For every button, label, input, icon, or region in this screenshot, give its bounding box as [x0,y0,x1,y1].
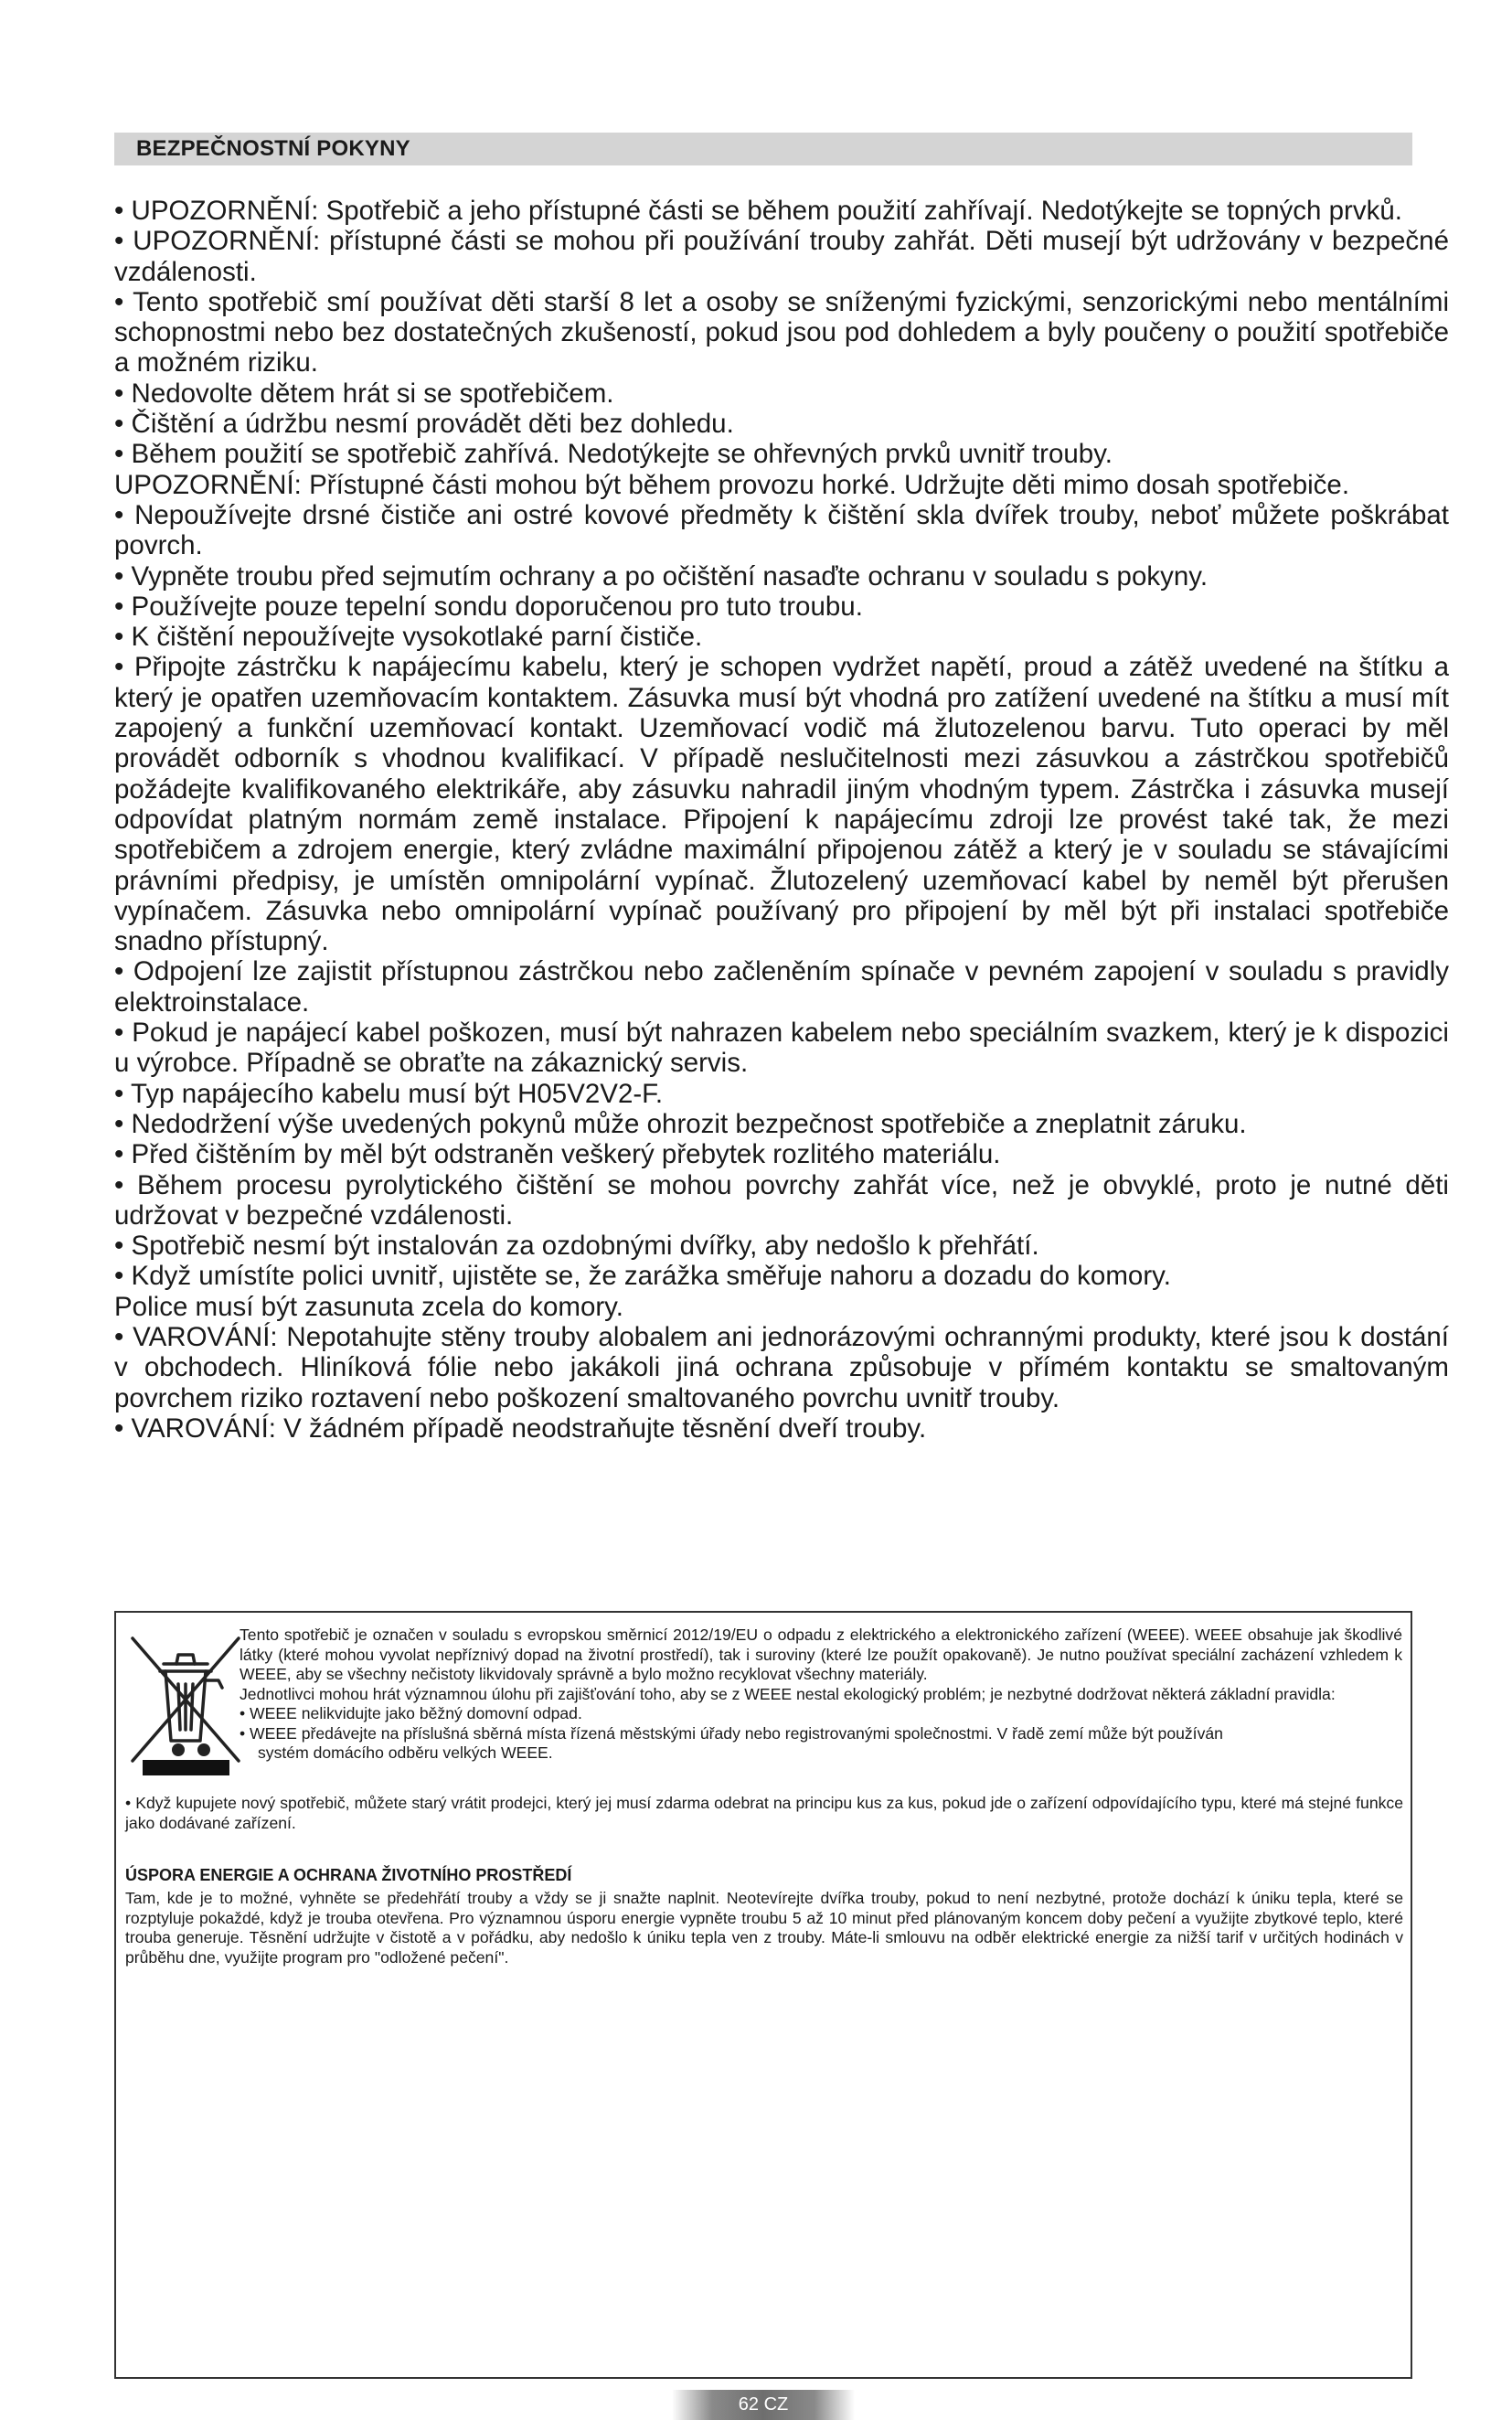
paragraph-8: • Nepoužívejte drsné čističe ani ostré kovové předměty k čištění skla dvířek trouby, neboť můžete poškrábat povrch. [114,499,1449,561]
paragraph-23: • VAROVÁNÍ: V žádném případě neodstraňujte těsnění dveří trouby. [114,1413,927,1444]
paragraph-12: • Připojte zástrčku k napájecímu kabelu, který je schopen vydržet napětí, proud a zátěž uvedené na štítku a který je opatřen uzemňovacím kontaktem. Zásuvka musí být vhodná pro zatížení uvedené na štítku a musí mít zapojený a funkční uzemňovací kontakt. Uzemňovací vodič má žlutozelenou barvu. Tuto operaci by měl provádět odborník s vhodnou kvalifikací. V případě neslučitelnosti mezi zásuvkou a zástrčkou spotřebičů požádejte kvalifikovaného elektrikáře, aby zásuvku nahradil jiným vhodným typem. Zástrčka i zásuvka musejí odpovídat platným normám země instalace. Připojení k napájecímu zdroji lze provést také tak, že mezi spotřebičem a zdrojem energie, který zvládne maximální připojenou zátěž a který je v souladu se stávajícími právními předpisy, je umístěn omnipolární vypínač. Žlutozelený uzemňovací kabel by neměl být přerušen vypínačem. Zásuvka nebo omnipolární vypínač používaný pro připojení by měl být při instalaci spotřebiče snadno přístupný. [114,652,1449,957]
paragraph-16: • Nedodržení výše uvedených pokynů může ohrozit bezpečnost spotřebiče a zneplatnit záruku. [114,1108,1247,1139]
paragraph-22: • VAROVÁNÍ: Nepotahujte stěny trouby alobalem ani jednorázovými ochrannými produkty, které jsou k dostání v obchodech. Hliníková fólie nebo jakákoli jiná ochrana způsobuje v přímém kontaktu se smaltovaným povrchem riziko roztavení nebo poškození smaltovaného povrchu uvnitř trouby. [114,1321,1449,1413]
weee-rules: Jednotlivci mohou hrát významnou úlohu při zajišťování toho, aby se z WEEE nestal ekologický problém; je nezbytné dodržovat některá základní pravidla: [240,1684,1336,1703]
paragraph-13: • Odpojení lze zajistit přístupnou zástrčkou nebo začleněním spínače v pevném zapojení v souladu s pravidly elektroinstalace. [114,956,1449,1018]
paragraph-3: • Tento spotřebič smí používat děti starší 8 let a osoby se sníženými fyzickými, senzorickými nebo mentálními schopnostmi nebo bez dostatečných zkušeností, pokud jsou pod dohledem a byly poučeny o použití spotřebiče a možném riziku. [114,286,1449,378]
crossed-out-bin-icon [127,1633,244,1768]
paragraph-18: • Během procesu pyrolytického čištění se mohou povrchy zahřát více, než je obvyklé, proto je nutné děti udržovat v bezpečné vzdálenosti. [114,1169,1449,1231]
paragraph-14: • Pokud je napájecí kabel poškozen, musí být nahrazen kabelem nebo speciálním svazkem, který je k dispozici u výrobce. Případně se obraťte na zákaznický servis. [114,1018,1449,1079]
paragraph-5: • Čištění a údržbu nesmí provádět děti bez dohledu. [114,409,734,440]
paragraph-11: • K čištění nepoužívejte vysokotlaké parní čističe. [114,622,703,653]
paragraph-9: • Vypněte troubu před sejmutím ochrany a po očištění nasaďte ochranu v souladu s pokyny. [114,560,1209,592]
weee-purchase-text: • Když kupujete nový spotřebič, můžete starý vrátit prodejci, který jej musí zdarma odebrat na principu kus za kus, pokud jde o zařízení odpovídajícího typu, které má stejné funkce jako dodávané zařízení. [125,1794,1403,1832]
weee-black-bar [143,1760,229,1775]
paragraph-1: • UPOZORNĚNÍ: Spotřebič a jeho přístupné části se během použití zahřívají. Nedotýkejte se topných prvků. [114,196,1402,226]
paragraph-17: • Před čištěním by měl být odstraněn veškerý přebytek rozlitého materiálu. [114,1139,1001,1170]
paragraph-7: UPOZORNĚNÍ: Přístupné části mohou být během provozu horké. Udržujte děti mimo dosah spotřebiče. [114,469,1350,500]
energy-saving-section [125,1865,1403,1967]
page-number-badge [672,2390,855,2420]
weee-intro: Tento spotřebič je označen v souladu s evropskou směrnicí 2012/19/EU o odpadu z elektrického a elektronického zařízení (WEEE). WEEE obsahuje jak škodlivé látky (které mohou vyvolat nepříznivý dopad na životní prostředí), tak i suroviny (které lze použít opakovaně). Je nutno používat speciální zacházení vzhledem k WEEE, aby se všechny nečistoty likvidovaly správně a bylo možno recyklovat všechny materiály. [240,1626,1402,1683]
paragraph-6: • Během použití se spotřebič zahřívá. Nedotýkejte se ohřevných prvků uvnitř trouby. [114,439,1113,470]
section-title: BEZPEČNOSTNÍ POKYNY [136,136,410,161]
energy-title: ÚSPORA ENERGIE A OCHRANA ŽIVOTNÍHO PROSTŘEDÍ [125,1866,572,1884]
weee-purchase [125,1794,1403,1833]
weee-bullet-2-cont: systém domácího odběru velkých WEEE. [258,1743,553,1762]
weee-bullet-1: • WEEE nelikvidujte jako běžný domovní odpad. [240,1704,582,1722]
paragraph-15: • Typ napájecího kabelu musí být H05V2V2-F. [114,1078,664,1109]
energy-text: Tam, kde je to možné, vyhněte se předehřátí trouby a vždy se ji snažte naplnit. Neotevírejte dvířka trouby, pokud to není nezbytné, protože dochází k úniku tepla, které se rozptyluje pokaždé, když je trouba otevřena. Pro významnou úsporu energie vypněte troubu 5 až 10 minut před plánovaným koncem doby pečení a využijte zbytkové teplo, které trouba generuje. Těsnění udržujte v čistotě a v pořádku, aby nedošlo k úniku tepla ven z trouby. Máte-li smlouvu na odběr elektrické energie za nižší tarif v určitých hodinách v průběhu dne, využijte program pro "odložené pečení". [125,1889,1403,1967]
paragraph-10: • Používejte pouze tepelní sondu doporučenou pro tuto troubu. [114,591,863,622]
paragraph-20: • Když umístíte polici uvnitř, ujistěte se, že zarážka směřuje nahoru a dozadu do komory. [114,1261,1171,1292]
paragraph-4: • Nedovolte dětem hrát si se spotřebičem. [114,378,614,409]
weee-notice-box [114,1611,1412,2379]
section-header [114,133,1412,165]
paragraph-19: • Spotřebič nesmí být instalován za ozdobnými dvířky, aby nedošlo k přehřátí. [114,1231,1039,1262]
paragraph-21: Police musí být zasunuta zcela do komory. [114,1291,623,1322]
safety-instructions [114,196,1449,1444]
page-number: 62 CZ [738,2394,789,2415]
paragraph-2: • UPOZORNĚNÍ: přístupné části se mohou při používání trouby zahřát. Děti musejí být udržovány v bezpečné vzdálenosti. [114,226,1449,287]
weee-text [240,1626,1402,1764]
weee-bullet-2: • WEEE předávejte na příslušná sběrná místa řízená městskými úřady nebo registrovanými společnostmi. V řadě zemí může být používán [240,1723,1223,1743]
